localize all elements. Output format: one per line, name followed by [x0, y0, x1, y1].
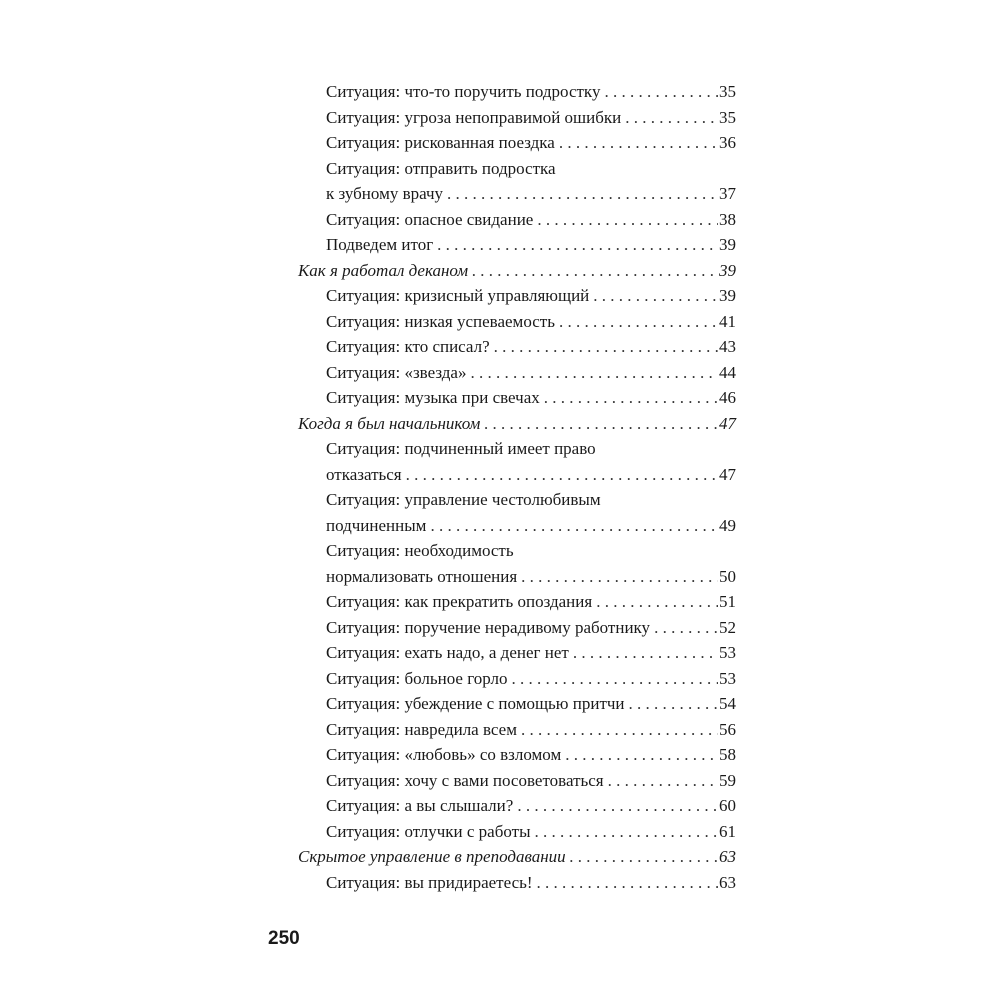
dot-leader [470, 360, 718, 386]
toc-page-number: 44 [719, 362, 736, 382]
toc-entry-title-line: Ситуация: подчиненный имеет право [326, 439, 596, 458]
toc-subentry [326, 819, 736, 845]
dot-leader [447, 181, 718, 207]
toc-page-number: 51 [719, 592, 736, 611]
dot-leader [430, 513, 718, 539]
dot-leader [573, 640, 718, 666]
toc-subentry [326, 309, 736, 335]
toc-page-number: 54 [719, 694, 736, 713]
toc-subentry [326, 207, 736, 233]
toc-entry-title: нормализовать отношения [326, 566, 518, 586]
toc-entry-line [298, 844, 736, 870]
table-of-contents [298, 79, 736, 895]
dot-leader [472, 258, 718, 284]
toc-entry-line [298, 411, 736, 437]
dot-leader [521, 717, 718, 743]
toc-subentry [326, 385, 736, 411]
toc-entry-line [326, 309, 736, 335]
toc-subentry [326, 130, 736, 156]
dot-leader [535, 819, 719, 845]
toc-entry-line [326, 742, 736, 768]
toc-entry-title: Ситуация: кто списал? [326, 337, 490, 356]
toc-entry-title: отказаться [326, 464, 402, 484]
toc-page-number: 38 [719, 209, 736, 229]
toc-subentry [326, 360, 736, 386]
toc-entry-title: Ситуация: ехать надо, а денег нет [326, 643, 569, 662]
dot-leader [494, 334, 718, 360]
dot-leader [484, 411, 718, 437]
toc-subentry [326, 156, 736, 207]
toc-entry-title: Ситуация: «любовь» со взломом [326, 745, 562, 764]
toc-entry-title: Ситуация: вы придираетесь! [326, 872, 533, 892]
dot-leader [625, 105, 718, 131]
dot-leader [537, 870, 718, 896]
toc-page-number: 37 [719, 184, 736, 203]
dot-leader [521, 564, 718, 590]
toc-subentry [326, 589, 736, 615]
toc-page-number: 60 [719, 796, 736, 815]
toc-subentry [326, 615, 736, 641]
toc-entry-title: Ситуация: низкая успеваемость [326, 311, 555, 331]
toc-entry-line [326, 105, 736, 131]
dot-leader [437, 232, 718, 258]
toc-entry-line [326, 360, 736, 386]
toc-entry-line [326, 130, 736, 156]
toc-section-entry [298, 844, 736, 870]
toc-entry-line [298, 258, 736, 284]
toc-subentry [326, 334, 736, 360]
toc-entry-line [326, 768, 736, 794]
dot-leader [593, 283, 718, 309]
toc-entry-title: Ситуация: опасное свидание [326, 209, 534, 229]
toc-entry-line [326, 564, 736, 590]
toc-subentry [326, 232, 736, 258]
toc-page-number: 58 [719, 745, 736, 764]
toc-subentry [326, 79, 736, 105]
toc-entry-title: Ситуация: музыка при свечах [326, 388, 540, 407]
toc-entry-line [326, 691, 736, 717]
dot-leader [559, 309, 718, 335]
dot-leader [629, 691, 718, 717]
toc-entry-title-line: Ситуация: управление честолюбивым [326, 490, 601, 509]
page-number: 250 [268, 928, 300, 949]
toc-entry-line [326, 385, 736, 411]
toc-entry-line [326, 334, 736, 360]
dot-leader [512, 666, 718, 692]
toc-entry-line [326, 870, 736, 896]
dot-leader [517, 793, 718, 819]
dot-leader [559, 130, 718, 156]
toc-page-number: 61 [719, 821, 736, 841]
toc-page-number: 46 [719, 388, 736, 407]
toc-entry-title-line: Ситуация: отправить подростка [326, 158, 556, 178]
toc-entry-line [326, 513, 736, 539]
toc-page-number: 36 [719, 133, 736, 152]
toc-entry-line [326, 232, 736, 258]
toc-page-number: 49 [719, 515, 736, 535]
toc-subentry [326, 283, 736, 309]
toc-entry-title: Ситуация: что-то поручить подростку [326, 82, 601, 101]
dot-leader [544, 385, 718, 411]
toc-page-number: 59 [719, 770, 736, 790]
toc-entry-title: Ситуация: хочу с вами посоветоваться [326, 770, 604, 790]
toc-entry-title: Как я работал деканом [298, 260, 469, 280]
toc-entry-title: Ситуация: как прекратить опоздания [326, 592, 593, 611]
toc-entry-line [326, 793, 736, 819]
toc-subentry [326, 768, 736, 794]
toc-page-number: 50 [719, 566, 736, 586]
toc-entry-line [326, 640, 736, 666]
toc-entry-line [326, 615, 736, 641]
dot-leader [654, 615, 718, 641]
toc-subentry [326, 666, 736, 692]
toc-entry-title: Ситуация: угроза непоправимой ошибки [326, 107, 622, 127]
toc-page-number: 47 [719, 413, 736, 433]
toc-entry-title: Ситуация: убеждение с помощью притчи [326, 694, 625, 713]
toc-page-number: 56 [719, 719, 736, 739]
toc-section-entry [298, 258, 736, 284]
toc-entry-line [326, 207, 736, 233]
toc-entry-line [326, 283, 736, 309]
dot-leader [596, 589, 718, 615]
toc-page-number: 41 [719, 311, 736, 331]
dot-leader [537, 207, 718, 233]
toc-subentry [326, 717, 736, 743]
toc-entry-title: Ситуация: «звезда» [326, 362, 467, 382]
toc-subentry [326, 742, 736, 768]
toc-page-number: 35 [719, 82, 736, 101]
toc-entry-title: Ситуация: поручение нерадивому работнику [326, 617, 651, 637]
toc-entry-line [326, 819, 736, 845]
dot-leader [570, 844, 718, 870]
toc-page-number: 43 [719, 337, 736, 356]
toc-page-number: 39 [719, 235, 736, 254]
toc-subentry [326, 691, 736, 717]
toc-entry-title: Ситуация: кризисный управляющий [326, 286, 590, 305]
toc-subentry [326, 538, 736, 589]
toc-entry-title: Когда я был начальником [298, 413, 481, 433]
toc-page-number: 53 [719, 643, 736, 662]
toc-subentry [326, 487, 736, 538]
toc-page-number: 47 [719, 464, 736, 484]
dot-leader [565, 742, 718, 768]
toc-page-number: 52 [719, 617, 736, 637]
toc-subentry [326, 640, 736, 666]
toc-entry-title: подчиненным [326, 515, 427, 535]
toc-subentry [326, 793, 736, 819]
toc-page-number: 53 [719, 668, 736, 688]
toc-entry-line [326, 589, 736, 615]
toc-entry-title: Скрытое управление в преподавании [298, 847, 566, 866]
toc-entry-title: Ситуация: отлучки с работы [326, 821, 531, 841]
toc-entry-title: к зубному врачу [326, 184, 444, 203]
toc-entry-line [326, 462, 736, 488]
toc-subentry [326, 436, 736, 487]
toc-entry-title: Ситуация: больное горло [326, 668, 508, 688]
toc-entry-line [326, 666, 736, 692]
toc-entry-title: Ситуация: навредила всем [326, 719, 517, 739]
toc-section-entry [298, 411, 736, 437]
toc-page-number: 63 [719, 847, 736, 866]
toc-subentry [326, 105, 736, 131]
toc-entry-title: Ситуация: рискованная поездка [326, 133, 555, 152]
toc-entry-title-line: Ситуация: необходимость [326, 541, 514, 560]
toc-entry-line [326, 717, 736, 743]
dot-leader [608, 768, 718, 794]
toc-entry-line [326, 79, 736, 105]
toc-entry-title: Ситуация: а вы слышали? [326, 796, 514, 815]
dot-leader [406, 462, 718, 488]
toc-page-number: 63 [719, 872, 736, 892]
toc-entry-title: Подведем итог [326, 235, 434, 254]
toc-page-number: 35 [719, 107, 736, 127]
toc-subentry [326, 870, 736, 896]
toc-entry-line [326, 181, 736, 207]
toc-page-number: 39 [719, 286, 736, 305]
toc-page-number: 39 [719, 260, 736, 280]
dot-leader [604, 79, 718, 105]
